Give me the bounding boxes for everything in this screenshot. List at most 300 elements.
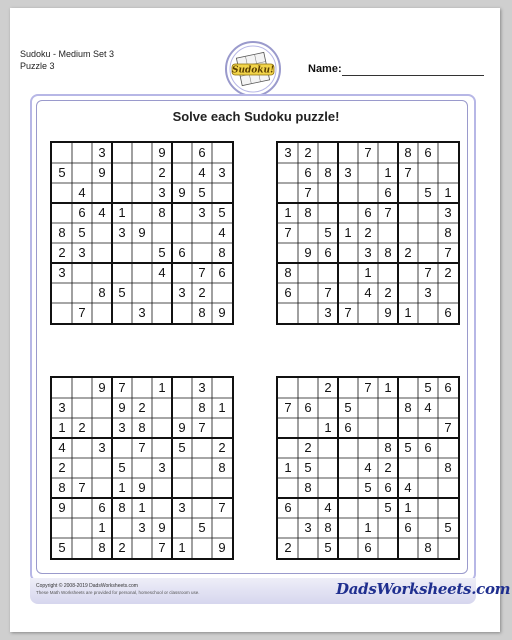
sudoku-cell[interactable]: [298, 303, 318, 323]
sudoku-cell[interactable]: 5: [444, 520, 452, 535]
sudoku-cell[interactable]: [278, 438, 298, 458]
sudoku-cell[interactable]: [72, 263, 92, 283]
sudoku-cell[interactable]: 7: [218, 500, 226, 515]
sudoku-cell[interactable]: [378, 398, 398, 418]
sudoku-cell[interactable]: 4: [98, 205, 106, 220]
sudoku-cell[interactable]: [298, 418, 318, 438]
sudoku-cell[interactable]: [398, 458, 418, 478]
sudoku-cell[interactable]: 7: [118, 380, 126, 395]
sudoku-cell[interactable]: 7: [444, 245, 452, 260]
sudoku-cell[interactable]: [92, 183, 112, 203]
sudoku-cell[interactable]: 9: [98, 165, 106, 180]
sudoku-cell[interactable]: [52, 203, 72, 223]
sudoku-cell[interactable]: [152, 283, 172, 303]
sudoku-cell[interactable]: 1: [118, 480, 126, 495]
sudoku-cell[interactable]: 5: [78, 225, 86, 240]
sudoku-cell[interactable]: 3: [158, 185, 166, 200]
sudoku-cell[interactable]: 3: [364, 245, 372, 260]
sudoku-cell[interactable]: [318, 263, 338, 283]
sudoku-cell[interactable]: [318, 143, 338, 163]
sudoku-cell[interactable]: 4: [364, 460, 372, 475]
sudoku-cell[interactable]: 7: [198, 420, 206, 435]
sudoku-cell[interactable]: 8: [218, 245, 226, 260]
sudoku-cell[interactable]: [318, 183, 338, 203]
sudoku-cell[interactable]: [112, 518, 132, 538]
sudoku-cell[interactable]: 9: [118, 400, 126, 415]
sudoku-cell[interactable]: 6: [98, 500, 106, 515]
sudoku-cell[interactable]: 9: [158, 145, 166, 160]
sudoku-cell[interactable]: 2: [324, 380, 332, 395]
sudoku-cell[interactable]: 3: [118, 225, 126, 240]
sudoku-cell[interactable]: [338, 378, 358, 398]
sudoku-cell[interactable]: 9: [218, 540, 226, 555]
sudoku-cell[interactable]: 7: [324, 285, 332, 300]
sudoku-cell[interactable]: 3: [444, 205, 452, 220]
sudoku-cell[interactable]: 6: [78, 205, 86, 220]
sudoku-cell[interactable]: 2: [444, 265, 452, 280]
sudoku-cell[interactable]: 1: [404, 305, 412, 320]
sudoku-cell[interactable]: 2: [304, 440, 312, 455]
sudoku-cell[interactable]: 6: [344, 420, 352, 435]
sudoku-cell[interactable]: [438, 398, 458, 418]
sudoku-cell[interactable]: [192, 478, 212, 498]
sudoku-cell[interactable]: [318, 203, 338, 223]
sudoku-cell[interactable]: [278, 478, 298, 498]
sudoku-cell[interactable]: 2: [118, 540, 126, 555]
sudoku-cell[interactable]: 8: [424, 540, 432, 555]
sudoku-cell[interactable]: 4: [404, 480, 412, 495]
sudoku-cell[interactable]: [438, 163, 458, 183]
sudoku-cell[interactable]: 1: [404, 500, 412, 515]
sudoku-cell[interactable]: 5: [118, 460, 126, 475]
sudoku-cell[interactable]: 8: [198, 400, 206, 415]
sudoku-cell[interactable]: 5: [218, 205, 226, 220]
sudoku-cell[interactable]: [418, 303, 438, 323]
sudoku-cell[interactable]: [72, 163, 92, 183]
sudoku-cell[interactable]: [172, 203, 192, 223]
sudoku-cell[interactable]: 5: [344, 400, 352, 415]
sudoku-cell[interactable]: 7: [424, 265, 432, 280]
sudoku-cell[interactable]: [398, 283, 418, 303]
sudoku-cell[interactable]: 3: [98, 440, 106, 455]
sudoku-cell[interactable]: 1: [178, 540, 186, 555]
sudoku-cell[interactable]: 2: [138, 400, 146, 415]
sudoku-cell[interactable]: 3: [138, 305, 146, 320]
sudoku-cell[interactable]: [152, 418, 172, 438]
sudoku-cell[interactable]: [438, 538, 458, 558]
sudoku-cell[interactable]: [212, 283, 232, 303]
sudoku-cell[interactable]: [358, 163, 378, 183]
sudoku-cell[interactable]: [358, 418, 378, 438]
sudoku-cell[interactable]: 1: [138, 500, 146, 515]
sudoku-cell[interactable]: [398, 418, 418, 438]
sudoku-cell[interactable]: [52, 303, 72, 323]
sudoku-cell[interactable]: 8: [324, 165, 332, 180]
sudoku-cell[interactable]: 5: [198, 185, 206, 200]
sudoku-cell[interactable]: 2: [384, 285, 392, 300]
sudoku-cell[interactable]: [112, 438, 132, 458]
sudoku-cell[interactable]: [172, 398, 192, 418]
sudoku-cell[interactable]: [378, 538, 398, 558]
sudoku-cell[interactable]: [418, 458, 438, 478]
sudoku-cell[interactable]: [72, 378, 92, 398]
sudoku-cell[interactable]: [298, 283, 318, 303]
sudoku-cell[interactable]: [378, 518, 398, 538]
sudoku-cell[interactable]: 5: [58, 540, 66, 555]
sudoku-cell[interactable]: [172, 458, 192, 478]
sudoku-cell[interactable]: [398, 203, 418, 223]
sudoku-cell[interactable]: 6: [424, 145, 432, 160]
sudoku-cell[interactable]: 5: [178, 440, 186, 455]
sudoku-cell[interactable]: [418, 243, 438, 263]
sudoku-cell[interactable]: 7: [138, 440, 146, 455]
sudoku-cell[interactable]: [172, 378, 192, 398]
sudoku-cell[interactable]: [212, 518, 232, 538]
sudoku-cell[interactable]: [92, 243, 112, 263]
sudoku-cell[interactable]: 3: [218, 165, 226, 180]
sudoku-cell[interactable]: 1: [58, 420, 66, 435]
sudoku-cell[interactable]: 4: [424, 400, 432, 415]
sudoku-cell[interactable]: [132, 143, 152, 163]
sudoku-cell[interactable]: 9: [138, 480, 146, 495]
sudoku-cell[interactable]: 6: [218, 265, 226, 280]
sudoku-cell[interactable]: 3: [178, 500, 186, 515]
sudoku-cell[interactable]: [112, 163, 132, 183]
sudoku-cell[interactable]: 3: [58, 400, 66, 415]
sudoku-cell[interactable]: 5: [324, 540, 332, 555]
sudoku-cell[interactable]: [318, 478, 338, 498]
sudoku-cell[interactable]: [132, 458, 152, 478]
sudoku-cell[interactable]: [172, 143, 192, 163]
sudoku-cell[interactable]: [132, 203, 152, 223]
sudoku-cell[interactable]: [298, 498, 318, 518]
sudoku-cell[interactable]: [358, 438, 378, 458]
sudoku-cell[interactable]: [338, 518, 358, 538]
sudoku-cell[interactable]: 7: [404, 165, 412, 180]
name-field[interactable]: [342, 75, 484, 76]
sudoku-cell[interactable]: [212, 183, 232, 203]
sudoku-cell[interactable]: [358, 398, 378, 418]
sudoku-cell[interactable]: 8: [98, 285, 106, 300]
sudoku-cell[interactable]: 5: [304, 460, 312, 475]
sudoku-cell[interactable]: [72, 438, 92, 458]
sudoku-cell[interactable]: [438, 478, 458, 498]
sudoku-cell[interactable]: [72, 458, 92, 478]
sudoku-cell[interactable]: 4: [78, 185, 86, 200]
sudoku-cell[interactable]: [132, 243, 152, 263]
sudoku-cell[interactable]: 9: [178, 185, 186, 200]
sudoku-cell[interactable]: 5: [58, 165, 66, 180]
sudoku-cell[interactable]: 6: [284, 285, 292, 300]
sudoku-cell[interactable]: 9: [384, 305, 392, 320]
sudoku-cell[interactable]: [418, 478, 438, 498]
sudoku-cell[interactable]: 6: [304, 400, 312, 415]
sudoku-cell[interactable]: 3: [118, 420, 126, 435]
sudoku-cell[interactable]: 7: [304, 185, 312, 200]
sudoku-cell[interactable]: 5: [384, 500, 392, 515]
sudoku-cell[interactable]: 9: [138, 225, 146, 240]
sudoku-cell[interactable]: 9: [58, 500, 66, 515]
sudoku-cell[interactable]: 1: [284, 205, 292, 220]
sudoku-cell[interactable]: 3: [324, 305, 332, 320]
sudoku-cell[interactable]: 4: [198, 165, 206, 180]
sudoku-cell[interactable]: 7: [384, 205, 392, 220]
sudoku-cell[interactable]: [132, 183, 152, 203]
sudoku-cell[interactable]: [298, 538, 318, 558]
sudoku-cell[interactable]: 1: [158, 380, 166, 395]
sudoku-cell[interactable]: 7: [284, 400, 292, 415]
sudoku-cell[interactable]: 5: [324, 225, 332, 240]
sudoku-cell[interactable]: 6: [384, 185, 392, 200]
sudoku-cell[interactable]: 8: [304, 205, 312, 220]
sudoku-cell[interactable]: [358, 498, 378, 518]
sudoku-cell[interactable]: [338, 243, 358, 263]
sudoku-cell[interactable]: [338, 458, 358, 478]
sudoku-cell[interactable]: 8: [98, 540, 106, 555]
sudoku-cell[interactable]: [52, 378, 72, 398]
sudoku-cell[interactable]: 3: [424, 285, 432, 300]
sudoku-cell[interactable]: [112, 143, 132, 163]
sudoku-cell[interactable]: 7: [198, 265, 206, 280]
sudoku-cell[interactable]: [418, 223, 438, 243]
sudoku-cell[interactable]: 2: [384, 460, 392, 475]
sudoku-cell[interactable]: 6: [198, 145, 206, 160]
sudoku-cell[interactable]: 1: [118, 205, 126, 220]
sudoku-cell[interactable]: [212, 378, 232, 398]
sudoku-cell[interactable]: [72, 538, 92, 558]
sudoku-cell[interactable]: [378, 418, 398, 438]
sudoku-cell[interactable]: 8: [404, 145, 412, 160]
sudoku-cell[interactable]: 6: [404, 520, 412, 535]
sudoku-cell[interactable]: 8: [58, 480, 66, 495]
sudoku-cell[interactable]: [418, 203, 438, 223]
sudoku-cell[interactable]: [438, 498, 458, 518]
sudoku-cell[interactable]: [132, 263, 152, 283]
sudoku-cell[interactable]: [192, 498, 212, 518]
sudoku-cell[interactable]: [52, 518, 72, 538]
sudoku-cell[interactable]: [92, 478, 112, 498]
sudoku-cell[interactable]: 7: [364, 145, 372, 160]
sudoku-cell[interactable]: 9: [98, 380, 106, 395]
sudoku-cell[interactable]: 6: [444, 380, 452, 395]
sudoku-cell[interactable]: 2: [158, 165, 166, 180]
sudoku-cell[interactable]: [52, 143, 72, 163]
sudoku-cell[interactable]: 1: [98, 520, 106, 535]
sudoku-cell[interactable]: 7: [444, 420, 452, 435]
sudoku-cell[interactable]: 8: [118, 500, 126, 515]
sudoku-cell[interactable]: 1: [444, 185, 452, 200]
sudoku-cell[interactable]: 9: [218, 305, 226, 320]
sudoku-cell[interactable]: 8: [384, 440, 392, 455]
sudoku-cell[interactable]: [398, 223, 418, 243]
sudoku-cell[interactable]: [358, 303, 378, 323]
sudoku-cell[interactable]: 2: [198, 285, 206, 300]
sudoku-cell[interactable]: 7: [78, 305, 86, 320]
sudoku-cell[interactable]: 3: [198, 380, 206, 395]
sudoku-cell[interactable]: [358, 183, 378, 203]
sudoku-cell[interactable]: 7: [284, 225, 292, 240]
sudoku-cell[interactable]: [338, 498, 358, 518]
sudoku-cell[interactable]: [278, 378, 298, 398]
sudoku-cell[interactable]: 5: [424, 380, 432, 395]
sudoku-cell[interactable]: [318, 438, 338, 458]
sudoku-cell[interactable]: 2: [58, 460, 66, 475]
sudoku-cell[interactable]: 7: [344, 305, 352, 320]
sudoku-cell[interactable]: 1: [364, 265, 372, 280]
sudoku-cell[interactable]: 7: [364, 380, 372, 395]
sudoku-cell[interactable]: [398, 378, 418, 398]
sudoku-cell[interactable]: 1: [344, 225, 352, 240]
sudoku-cell[interactable]: [132, 283, 152, 303]
sudoku-cell[interactable]: [418, 518, 438, 538]
sudoku-cell[interactable]: 3: [98, 145, 106, 160]
sudoku-cell[interactable]: [172, 518, 192, 538]
sudoku-cell[interactable]: 8: [404, 400, 412, 415]
sudoku-cell[interactable]: [338, 263, 358, 283]
sudoku-cell[interactable]: [112, 183, 132, 203]
sudoku-cell[interactable]: 2: [284, 540, 292, 555]
sudoku-cell[interactable]: [132, 378, 152, 398]
sudoku-cell[interactable]: 2: [58, 245, 66, 260]
sudoku-cell[interactable]: [72, 398, 92, 418]
sudoku-cell[interactable]: 8: [218, 460, 226, 475]
sudoku-cell[interactable]: 6: [324, 245, 332, 260]
sudoku-cell[interactable]: [298, 223, 318, 243]
sudoku-cell[interactable]: 5: [158, 245, 166, 260]
sudoku-cell[interactable]: 3: [78, 245, 86, 260]
sudoku-cell[interactable]: 3: [138, 520, 146, 535]
sudoku-cell[interactable]: 6: [364, 205, 372, 220]
sudoku-cell[interactable]: [52, 283, 72, 303]
sudoku-cell[interactable]: [418, 163, 438, 183]
sudoku-cell[interactable]: 6: [444, 305, 452, 320]
sudoku-cell[interactable]: [212, 143, 232, 163]
sudoku-cell[interactable]: [72, 143, 92, 163]
sudoku-cell[interactable]: [172, 303, 192, 323]
sudoku-cell[interactable]: [338, 538, 358, 558]
sudoku-cell[interactable]: [112, 303, 132, 323]
sudoku-cell[interactable]: 1: [218, 400, 226, 415]
sudoku-cell[interactable]: [298, 378, 318, 398]
sudoku-cell[interactable]: [92, 223, 112, 243]
sudoku-cell[interactable]: 3: [158, 460, 166, 475]
sudoku-cell[interactable]: [338, 283, 358, 303]
sudoku-cell[interactable]: [52, 183, 72, 203]
sudoku-cell[interactable]: [418, 498, 438, 518]
sudoku-cell[interactable]: 8: [384, 245, 392, 260]
sudoku-cell[interactable]: 8: [284, 265, 292, 280]
sudoku-cell[interactable]: [92, 418, 112, 438]
sudoku-cell[interactable]: 1: [364, 520, 372, 535]
sudoku-cell[interactable]: [112, 263, 132, 283]
sudoku-cell[interactable]: 1: [284, 460, 292, 475]
sudoku-cell[interactable]: 1: [324, 420, 332, 435]
sudoku-cell[interactable]: 5: [404, 440, 412, 455]
sudoku-cell[interactable]: [192, 458, 212, 478]
sudoku-cell[interactable]: 6: [178, 245, 186, 260]
sudoku-cell[interactable]: 9: [178, 420, 186, 435]
sudoku-cell[interactable]: 4: [158, 265, 166, 280]
sudoku-cell[interactable]: [72, 498, 92, 518]
sudoku-cell[interactable]: 8: [58, 225, 66, 240]
sudoku-cell[interactable]: [92, 458, 112, 478]
sudoku-cell[interactable]: [112, 243, 132, 263]
sudoku-cell[interactable]: [338, 143, 358, 163]
sudoku-cell[interactable]: 6: [384, 480, 392, 495]
sudoku-cell[interactable]: 8: [324, 520, 332, 535]
sudoku-cell[interactable]: [398, 183, 418, 203]
sudoku-cell[interactable]: [212, 478, 232, 498]
sudoku-cell[interactable]: 5: [118, 285, 126, 300]
sudoku-cell[interactable]: 1: [384, 380, 392, 395]
sudoku-cell[interactable]: [438, 438, 458, 458]
sudoku-cell[interactable]: [278, 243, 298, 263]
sudoku-cell[interactable]: [278, 163, 298, 183]
sudoku-cell[interactable]: [438, 143, 458, 163]
sudoku-cell[interactable]: 6: [424, 440, 432, 455]
sudoku-cell[interactable]: [132, 163, 152, 183]
sudoku-cell[interactable]: 8: [158, 205, 166, 220]
sudoku-cell[interactable]: 4: [58, 440, 66, 455]
sudoku-cell[interactable]: 4: [218, 225, 226, 240]
sudoku-cell[interactable]: [278, 518, 298, 538]
sudoku-cell[interactable]: [318, 398, 338, 418]
sudoku-cell[interactable]: 7: [78, 480, 86, 495]
sudoku-cell[interactable]: [132, 538, 152, 558]
sudoku-cell[interactable]: [278, 303, 298, 323]
sudoku-cell[interactable]: [192, 438, 212, 458]
sudoku-cell[interactable]: 8: [138, 420, 146, 435]
sudoku-cell[interactable]: [378, 143, 398, 163]
sudoku-cell[interactable]: [152, 498, 172, 518]
sudoku-cell[interactable]: [152, 223, 172, 243]
sudoku-cell[interactable]: [172, 163, 192, 183]
sudoku-cell[interactable]: 8: [444, 225, 452, 240]
sudoku-cell[interactable]: [418, 418, 438, 438]
sudoku-cell[interactable]: [192, 538, 212, 558]
sudoku-cell[interactable]: [152, 438, 172, 458]
sudoku-cell[interactable]: [278, 183, 298, 203]
sudoku-cell[interactable]: [318, 458, 338, 478]
sudoku-cell[interactable]: 4: [324, 500, 332, 515]
sudoku-cell[interactable]: 2: [78, 420, 86, 435]
sudoku-cell[interactable]: [72, 283, 92, 303]
sudoku-cell[interactable]: [92, 303, 112, 323]
sudoku-cell[interactable]: 2: [404, 245, 412, 260]
sudoku-cell[interactable]: [278, 418, 298, 438]
sudoku-cell[interactable]: [152, 398, 172, 418]
sudoku-cell[interactable]: [172, 478, 192, 498]
sudoku-cell[interactable]: 6: [284, 500, 292, 515]
sudoku-cell[interactable]: 2: [364, 225, 372, 240]
sudoku-cell[interactable]: [338, 478, 358, 498]
sudoku-cell[interactable]: [338, 183, 358, 203]
sudoku-cell[interactable]: 7: [158, 540, 166, 555]
sudoku-cell[interactable]: 5: [198, 520, 206, 535]
sudoku-cell[interactable]: 9: [304, 245, 312, 260]
sudoku-cell[interactable]: 6: [304, 165, 312, 180]
sudoku-cell[interactable]: [192, 243, 212, 263]
sudoku-cell[interactable]: [438, 283, 458, 303]
sudoku-cell[interactable]: [338, 438, 358, 458]
sudoku-cell[interactable]: 5: [424, 185, 432, 200]
sudoku-cell[interactable]: [192, 223, 212, 243]
sudoku-cell[interactable]: [172, 223, 192, 243]
sudoku-cell[interactable]: 8: [198, 305, 206, 320]
sudoku-cell[interactable]: [378, 263, 398, 283]
sudoku-cell[interactable]: [298, 263, 318, 283]
sudoku-cell[interactable]: 5: [364, 480, 372, 495]
